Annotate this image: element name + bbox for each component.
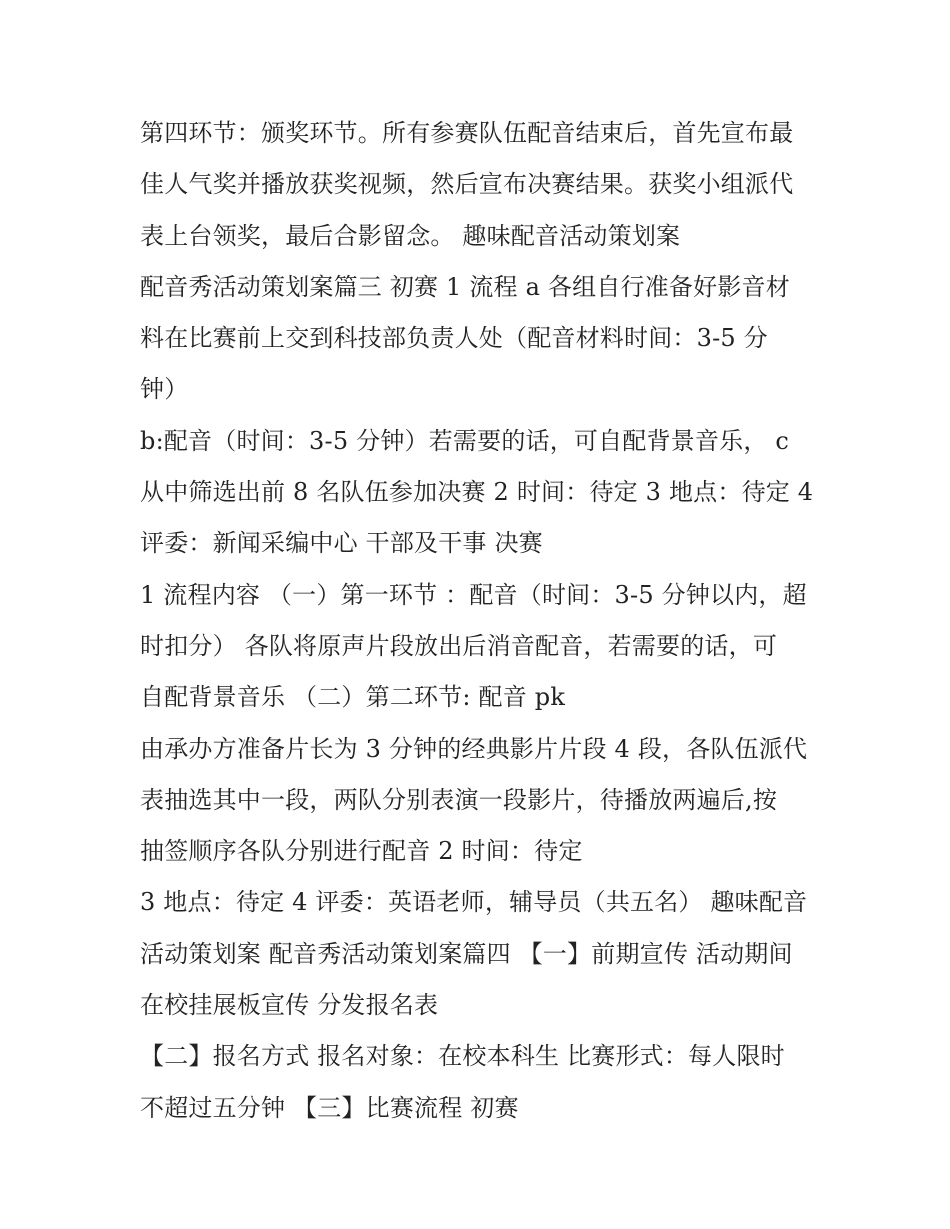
text-line: 在校挂展板宣传 分发报名表 [140, 991, 439, 1020]
text-line: 由承办方准备片长为 3 分钟的经典影片片段 4 段，各队伍派代 [140, 734, 808, 763]
text-line: 时扣分） 各队将原声片段放出后消音配音，若需要的话，可 [140, 631, 778, 660]
text-line: 3 地点：待定 4 评委：英语老师，辅导员（共五名） 趣味配音 [140, 888, 808, 917]
text-line: 表抽选其中一段，两队分别表演一段影片，待播放两遍后,按 [140, 785, 778, 814]
text-line: 自配背景音乐 （二）第二环节: 配音 pk [140, 683, 566, 712]
text-line: 抽签顺序各队分别进行配音 2 时间：待定 [140, 837, 583, 866]
text-line: 活动策划案 配音秀活动策划案篇四 【一】前期宣传 活动期间 [140, 939, 793, 968]
text-line: 钟） [140, 375, 189, 404]
text-line: 不超过五分钟 【三】比赛流程 初赛 [140, 1093, 519, 1122]
text-line: 从中筛选出前 8 名队伍参加决赛 2 时间：待定 3 地点：待定 4 [140, 478, 814, 507]
text-line: 【二】报名方式 报名对象：在校本科生 比赛形式：每人限时 [140, 1042, 785, 1071]
text-line: 佳人气奖并播放获奖视频，然后宣布决赛结果。获奖小组派代 [140, 170, 794, 199]
text-line: 料在比赛前上交到科技部负责人处（配音材料时间：3-5 分 [140, 324, 768, 353]
text-line: 1 流程内容 （一）第一环节 ：配音（时间：3-5 分钟以内，超 [140, 580, 807, 609]
text-line: 第四环节：颁奖环节。所有参赛队伍配音结束后，首先宣布最 [140, 119, 794, 147]
text-line: 评委：新闻采编中心 干部及干事 决赛 [140, 529, 543, 558]
text-line: 配音秀活动策划案篇三 初赛 1 流程 a 各组自行准备好影音材 [140, 272, 790, 301]
text-line: b:配音（时间：3-5 分钟）若需要的话，可自配背景音乐， c [140, 426, 789, 455]
text-line: 表上台领奖，最后合影留念。 趣味配音活动策划案 [140, 221, 681, 250]
document-body [140, 108, 820, 1134]
